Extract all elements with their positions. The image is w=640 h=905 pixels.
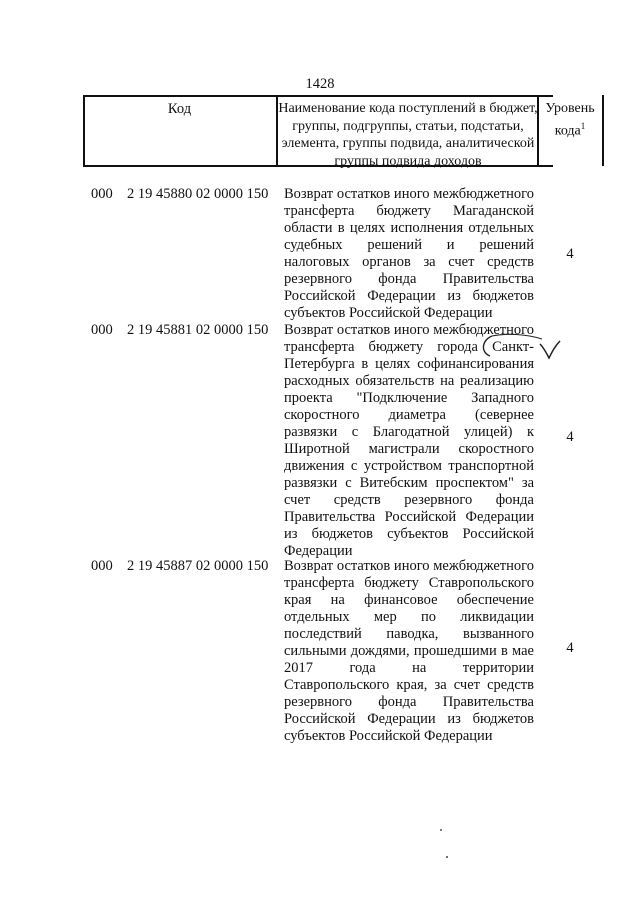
header-level-footnote: 1 [580,120,586,131]
row-level: 4 [566,429,574,445]
row-admin-code: 000 [91,558,113,574]
header-name: Наименование кода поступлений в бюджет, группы, подгруппы, статьи, подстатьи, элемента, группы подвида, аналитической группы подвида доходов [278,101,538,169]
scan-speck [440,829,442,831]
row-level: 4 [566,640,574,656]
row-revenue-code: 2 19 45880 02 0000 150 [127,186,269,202]
header-divider-right [602,95,604,166]
row-admin-code: 000 [91,322,113,338]
row-revenue-code: 2 19 45881 02 0000 150 [127,322,269,338]
header-level-text: Уровень кода [545,101,595,139]
header-top-rule [83,95,553,97]
row-revenue-code: 2 19 45887 02 0000 150 [127,558,269,574]
page-number: 1428 [305,76,335,92]
row-admin-code: 000 [91,186,113,202]
row-name: Возврат остатков иного межбюджетного трансферта бюджету города Санкт-Петербурга в целях софинансирования расходных обязательств на реализацию проекта "Подключение Западного скоростного диаметра (севернее развязки с Благодатной улицей) к Широтной магистрали скоростного движения с устройством транспортной развязки с Витебским проспектом" за счет средств резервного фонда Правительства Российской Федерации из бюджетов субъектов Российской Федерации [284,322,534,559]
row-name: Возврат остатков иного межбюджетного трансферта бюджету Магаданской области в целях исполнения отдельных судебных решений и решений налоговых органов за счет средств резервного фонда Правительства Российской Федерации из бюджетов субъектов Российской Федерации [284,186,534,321]
header-code: Код [167,101,192,117]
row-name: Возврат остатков иного межбюджетного трансферта бюджету Ставропольского края на финансовое обеспечение отдельных мер по ликвидации последствий паводка, вызванного сильными дождями, прошедшими в мае 2017 года на территории Ставропольского края, за счет средств резервного фонда Правительства Российской Федерации из бюджетов субъектов Российской Федерации [284,558,534,744]
handwritten-check-mark [476,330,566,370]
header-level [538,100,602,140]
row-level: 4 [566,246,574,262]
scan-speck [446,856,448,858]
